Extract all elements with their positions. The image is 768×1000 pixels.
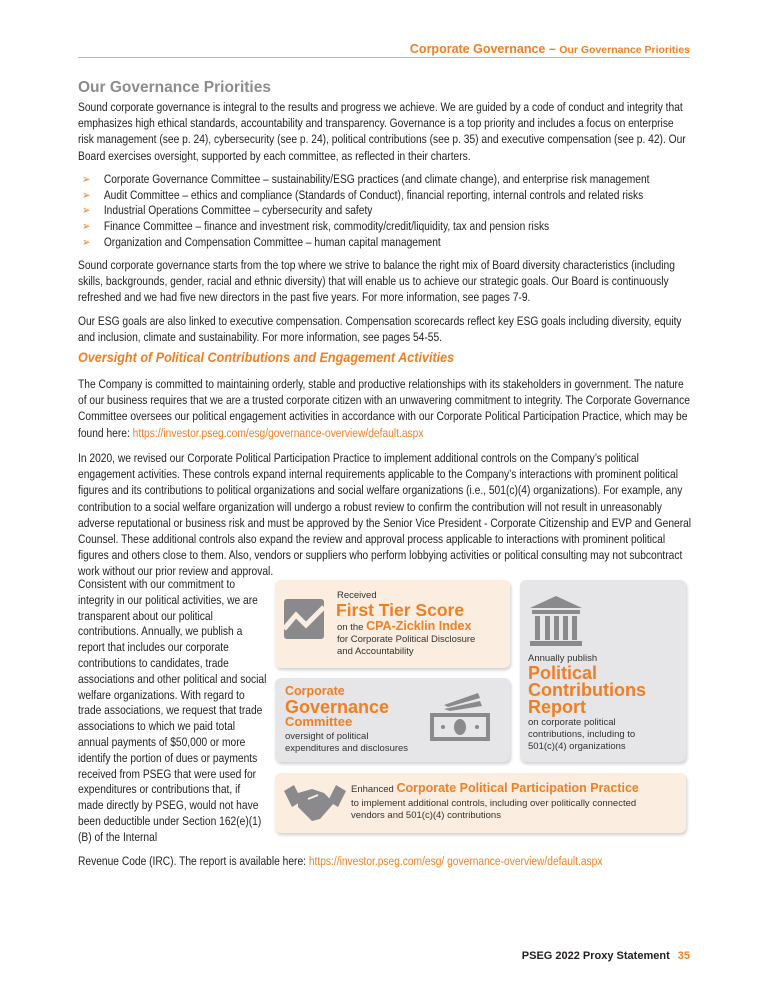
committee-title-1: Corporate xyxy=(285,684,345,698)
governance-link[interactable]: https://investor.pseg.com/esg/governance-overview/default.aspx xyxy=(132,425,424,440)
committee-desc: oversight of political expenditures and disclosures xyxy=(285,731,409,754)
score-on: on the xyxy=(337,622,367,633)
header-section: Corporate Governance xyxy=(409,42,546,56)
practice-pre: Enhanced xyxy=(351,784,397,795)
report-title-2: Contributions xyxy=(528,680,646,700)
transparency-paragraph: Consistent with our commitment to integrity in our political activities, we are transparent about our political contributions. Annually, we publish a report that includes our corporate contributions to candidates, trade associations and other political and social welfare organizations. With regard to trade associations, we request that trade associations to which we paid total annual payments of $50,000 or more identify the portion of dues or payments received from PSEG that were used for expenditures or contributions that, if made directly by PSEG, would not have been deductible under Section 162(e)(1)(B) of the Internal xyxy=(78,577,267,844)
practice-desc: to implement additional controls, including over politically connected vendors and 501(c)(4) contributions xyxy=(351,798,637,821)
intro-paragraph: Sound corporate governance is integral to the results and progress we achieve. We are guided by a code of conduct and integrity that emphasizes high ethical standards, accountability and transparency. Governance is a top priority and includes a focus on enterprise risk management (see p. 24), cybersecurity (see p. 24), political contributions (see p. 35) and executive compensation (see p. 42). Our Board exercises oversight, supported by each committee, as reflected in their charters. xyxy=(78,100,686,163)
page-footer xyxy=(522,950,690,962)
score-desc: for Corporate Political Disclosure and Accountability xyxy=(337,634,476,657)
first-tier-score-card xyxy=(275,580,510,668)
bullet-text: Organization and Compensation Committee – human capital management xyxy=(103,234,441,249)
page-number: 35 xyxy=(677,950,690,962)
report-desc: on corporate political contributions, including to 501(c)(4) organizations xyxy=(528,717,636,752)
arrow-bullet-icon: ➢ xyxy=(82,234,91,249)
oversight-text: The Company is committed to maintaining orderly, stable and productive relationships with its stakeholders in government. The nature of our business requires that we are a trusted corporate citizen with an unwavering commitment to integrity. The Corporate Governance Committee oversees our political engagement activities in accordance with our Corporate Political Participation Practice, which may be found here: xyxy=(78,377,690,440)
score-index: CPA-Zicklin Index xyxy=(366,619,472,633)
money-icon xyxy=(430,693,490,741)
committee-title-3: Committee xyxy=(285,714,353,729)
contributions-report-card xyxy=(520,580,686,762)
diversity-paragraph: Sound corporate governance starts from the top where we strive to balance the right mix of Board diversity characteristics (including skills, backgrounds, gender, racial and ethnic diversity) that will enable us to achieve our strategic goals. Our Board is continuously refreshed and we had five new directors in the past five years. For more information, see pages 7-9. xyxy=(78,258,675,305)
bullet-text: Corporate Governance Committee – sustainability/ESG practices (and climate change), and enterprise risk management xyxy=(103,172,650,186)
arrow-bullet-icon: ➢ xyxy=(82,219,91,234)
bullet-text: Finance Committee – finance and investment risk, commodity/credit/liquidity, tax and pension risks xyxy=(103,219,550,234)
section-subheading: Oversight of Political Contributions and Engagement Activities xyxy=(78,349,455,365)
report-availability xyxy=(78,853,691,869)
header-rule xyxy=(78,57,690,58)
report-title-1: Political xyxy=(528,663,598,683)
oversight-paragraph xyxy=(78,376,691,441)
committee-list xyxy=(82,172,695,251)
arrow-bullet-icon: ➢ xyxy=(82,172,91,186)
esg-paragraph: Our ESG goals are also linked to executive compensation. Compensation scorecards reflect key ESG goals including diversity, equity and inclusion, climate and sustainability. For more information, see pages 54-55. xyxy=(78,314,682,345)
bullet-text: Audit Committee – ethics and compliance (Standards of Conduct), financial reporting, internal controls and related risks xyxy=(103,187,644,202)
arrow-bullet-icon: ➢ xyxy=(82,203,91,218)
list-item xyxy=(82,235,695,251)
report-text: Revenue Code (IRC). The report is available here: xyxy=(78,854,309,868)
handshake-icon xyxy=(284,783,346,823)
score-pre: Received xyxy=(337,590,377,601)
footer-title: PSEG 2022 Proxy Statement xyxy=(521,950,670,962)
list-item xyxy=(82,203,695,219)
practice-title: Corporate Political Participation Practice xyxy=(396,781,639,795)
arrow-bullet-icon: ➢ xyxy=(82,187,91,202)
bullet-text: Industrial Operations Committee – cybersecurity and safety xyxy=(103,203,373,218)
page-heading: Our Governance Priorities xyxy=(78,79,271,96)
chart-icon xyxy=(284,599,324,639)
revision-paragraph: In 2020, we revised our Corporate Political Participation Practice to implement additional controls on the Company’s political engagement activities. These controls expand internal requirements applicable to the Company’s interactions with prominent political figures and its contributions to political organizations and social welfare organizations (i.e., 501(c)(4) organizations). For example, any contribution to a social welfare organization will undergo a robust review to confirm the contribution will not result in unreasonably adverse reputational or business risk and must be approved by the Senior Vice President - Corporate Citizenship and EVP and General Counsel. These additional controls also expand the review and approval process applicable to interactions with prominent political figures and others close to them. Also, vendors or suppliers who perform lobbying activities or political consulting may not subcontract work without our prior review and approval. xyxy=(78,451,692,579)
participation-practice-card xyxy=(275,773,686,833)
score-title: First Tier Score xyxy=(336,600,465,620)
report-title-3: Report xyxy=(528,697,586,717)
report-pre: Annually publish xyxy=(528,653,598,664)
bank-icon xyxy=(528,594,584,648)
list-item xyxy=(82,219,695,235)
list-item xyxy=(82,172,695,188)
list-item xyxy=(82,188,695,204)
report-link[interactable]: https://investor.pseg.com/esg/ governance-overview/default.aspx xyxy=(308,854,603,868)
header-sep: – xyxy=(545,42,560,56)
header-subsection: Our Governance Priorities xyxy=(559,44,690,56)
committee-title-2: Governance xyxy=(285,697,390,717)
running-header xyxy=(410,42,690,56)
governance-committee-card xyxy=(275,678,510,762)
